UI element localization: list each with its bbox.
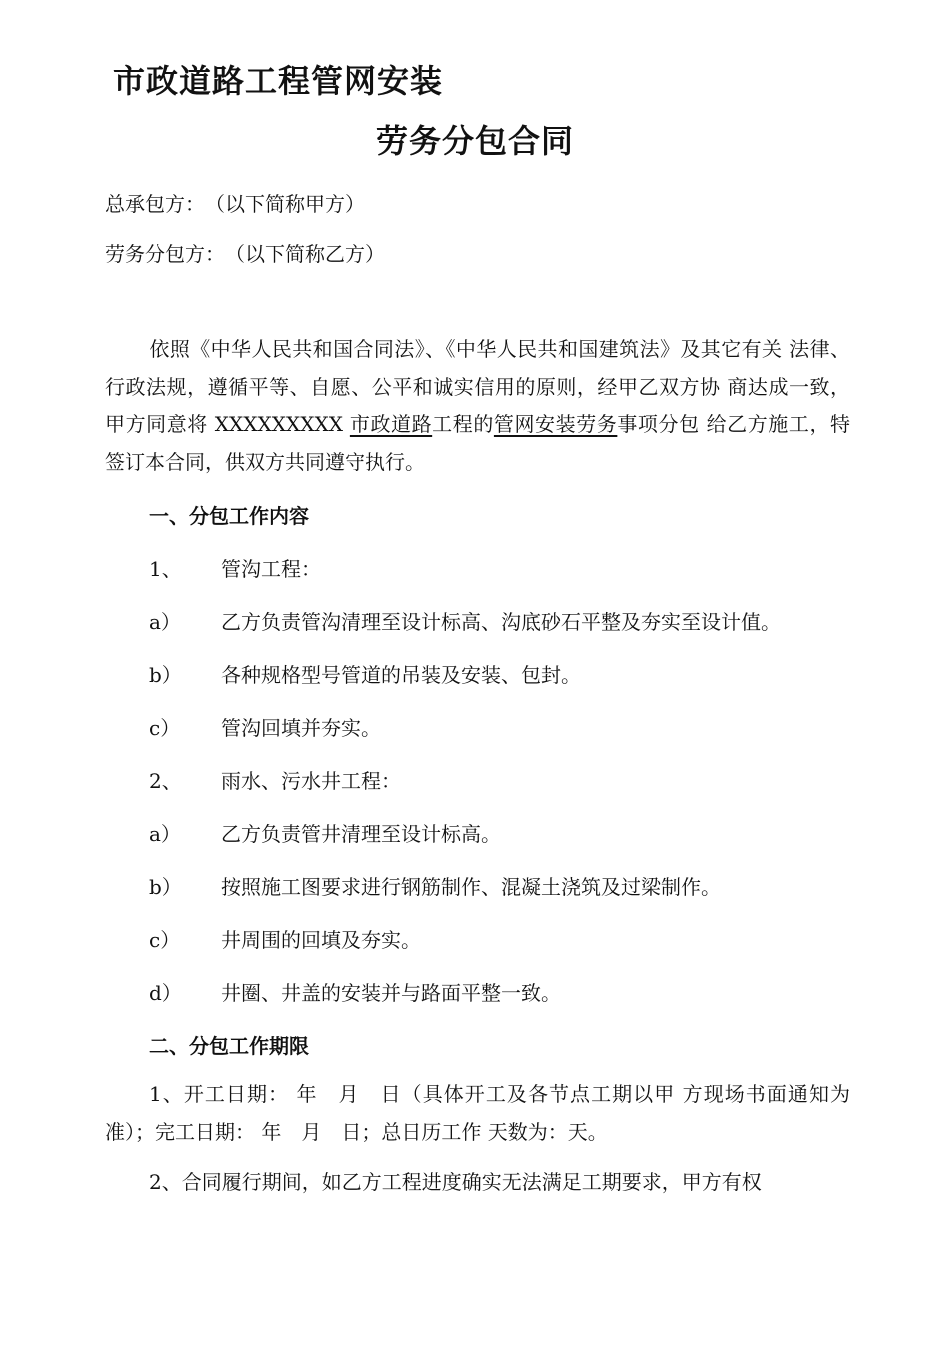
list-item <box>149 871 721 900</box>
intro-text-part3: 事项分包 给乙方施工，特签订本合同，供双方共同遵守执行。 <box>105 412 851 474</box>
list-item-text: 井圈、井盖的安装并与路面平整一致。 <box>221 981 561 1005</box>
list-item-text: 管沟回填并夯实。 <box>221 716 381 740</box>
list-item-text: 管沟工程： <box>221 557 321 581</box>
list-item-marker: b） <box>149 875 182 899</box>
intro-text-part2: 工程的 <box>432 412 494 436</box>
party-b-line: 劳务分包方： （以下简称乙方） <box>105 242 385 266</box>
party-a-line: 总承包方： （以下简称甲方） <box>105 192 365 216</box>
intro-paragraph <box>105 331 850 481</box>
list-item <box>149 924 421 953</box>
list-item-marker: 1、 <box>149 557 182 581</box>
section2-paragraph-2-text: 2、合同履行期间，如乙方工程进度确实无法满足工期要求，甲方有权 <box>149 1170 762 1194</box>
list-item-text: 乙方负责管井清理至设计标高。 <box>221 822 501 846</box>
list-item-text: 乙方负责管沟清理至设计标高、沟底砂石平整及夯实至设计值。 <box>221 610 781 634</box>
list-item-marker: c） <box>149 928 181 952</box>
section1-heading: 一、分包工作内容 <box>149 504 309 528</box>
list-item-marker: c） <box>149 716 181 740</box>
list-item <box>149 606 781 635</box>
list-item-text: 各种规格型号管道的吊装及安装、包封。 <box>221 663 581 687</box>
document-title-line2: 劳务分包合同 <box>375 122 574 160</box>
list-item <box>149 977 561 1006</box>
section2-paragraph-2 <box>105 1164 850 1202</box>
intro-text-part1: 依照《中华人民共和国合同法》、《中华人民共和国建筑法》及其它有关 法律、行政法规，遵循平等、自愿、公平和诚实信用的原则，经甲乙双方协 商达成一致，甲方同意将 XXXXXXXXX <box>105 337 850 436</box>
document-title-line1: 市政道路工程管网安装 <box>113 62 444 100</box>
section2-paragraph-1-text: 1、开工日期： 年 月 日（具体开工及各节点工期以甲 方现场书面通知为准）；完工日期： 年 月 日；总日历工作 天数为：天。 <box>105 1082 850 1144</box>
intro-underline-project: 市政道路 <box>349 412 433 436</box>
section2-paragraph-1 <box>105 1076 850 1151</box>
list-item <box>149 659 581 688</box>
list-item-marker: 2、 <box>149 769 182 793</box>
list-item <box>149 553 321 582</box>
list-item-text: 井周围的回填及夯实。 <box>221 928 421 952</box>
list-item-marker: b） <box>149 663 182 687</box>
list-item-marker: a） <box>149 822 181 846</box>
list-item <box>149 765 401 794</box>
list-item <box>149 712 381 741</box>
list-item-marker: d） <box>149 981 182 1005</box>
intro-underline-scope: 管网安装劳务 <box>493 412 618 436</box>
list-item-text: 雨水、污水井工程： <box>221 769 401 793</box>
list-item <box>149 818 501 847</box>
list-item-text: 按照施工图要求进行钢筋制作、混凝土浇筑及过梁制作。 <box>221 875 721 899</box>
list-item-marker: a） <box>149 610 181 634</box>
section2-heading: 二、分包工作期限 <box>149 1034 309 1058</box>
